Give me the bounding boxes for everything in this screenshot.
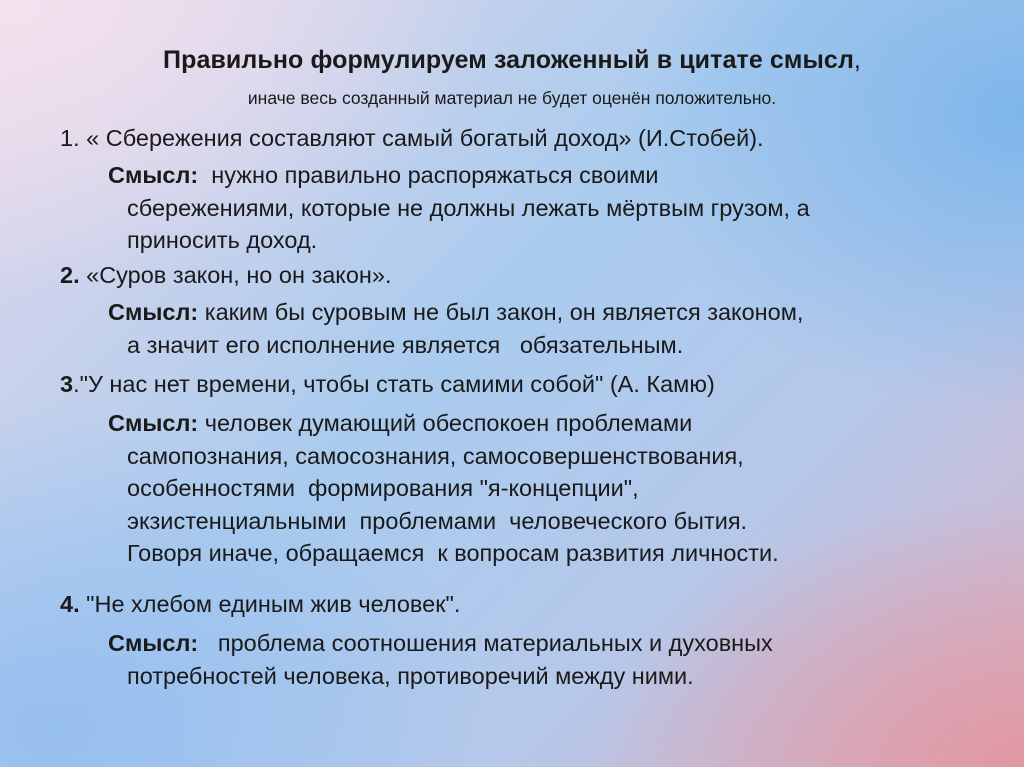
quote-2 bbox=[60, 259, 392, 291]
quote-2-text: «Суров закон, но он закон». bbox=[79, 262, 392, 288]
meaning-3-label: Смысл: bbox=[108, 410, 199, 436]
quote-3 bbox=[60, 368, 715, 400]
meaning-4-label: Смысл: bbox=[108, 630, 199, 656]
meaning-4 bbox=[108, 627, 773, 692]
meaning-1 bbox=[108, 159, 810, 257]
meaning-3-line-2: самопознания, самосознания, самосовершенствования, bbox=[127, 442, 744, 469]
meaning-4-line-2: потребностей человека, противоречий между ними. bbox=[127, 662, 694, 689]
slide-title-text: Правильно формулируем заложенный в цитате смысл bbox=[163, 46, 854, 74]
quote-1 bbox=[60, 122, 764, 154]
slide-subtitle: иначе весь созданный материал не будет оценён положительно. bbox=[247, 88, 777, 108]
quote-1-number: 1 bbox=[60, 125, 74, 151]
meaning-2-line-2: а значит его исполнение является обязательным. bbox=[127, 331, 684, 358]
quote-1-text: . « Сбережения составляют самый богатый доход» (И.Стобей). bbox=[73, 125, 764, 151]
meaning-1-line-3: приносить доход. bbox=[127, 227, 318, 253]
quote-3-number: 3 bbox=[60, 371, 74, 397]
meaning-3-line-5: Говоря иначе, обращаемся к вопросам развития личности. bbox=[127, 540, 779, 566]
quote-4-text: "Не хлебом единым жив человек". bbox=[79, 591, 461, 617]
meaning-1-line-1: нужно правильно распоряжаться своими bbox=[198, 162, 659, 188]
meaning-1-label: Смысл: bbox=[108, 162, 199, 188]
meaning-3 bbox=[108, 407, 779, 570]
slide-title-comma: , bbox=[853, 46, 861, 74]
meaning-3-line-4: экзистенциальными проблемами человеческого бытия. bbox=[127, 507, 748, 534]
meaning-2-label: Смысл: bbox=[108, 299, 199, 325]
quote-4 bbox=[60, 588, 460, 620]
meaning-2-line-1: каким бы суровым не был закон, он является законом, bbox=[198, 299, 804, 325]
meaning-4-line-1: проблема соотношения материальных и духовных bbox=[198, 630, 773, 656]
quote-3-text: ."У нас нет времени, чтобы стать самими собой" (А. Камю) bbox=[73, 371, 715, 397]
quote-4-number: 4. bbox=[60, 591, 80, 617]
meaning-1-line-2: сбережениями, которые не должны лежать мёртвым грузом, а bbox=[127, 194, 810, 221]
meaning-3-line-3: особенностями формирования "я-концепции", bbox=[127, 475, 639, 501]
quote-2-number: 2. bbox=[60, 262, 80, 288]
meaning-2 bbox=[108, 296, 803, 361]
meaning-3-line-1: человек думающий обеспокоен проблемами bbox=[198, 410, 693, 436]
